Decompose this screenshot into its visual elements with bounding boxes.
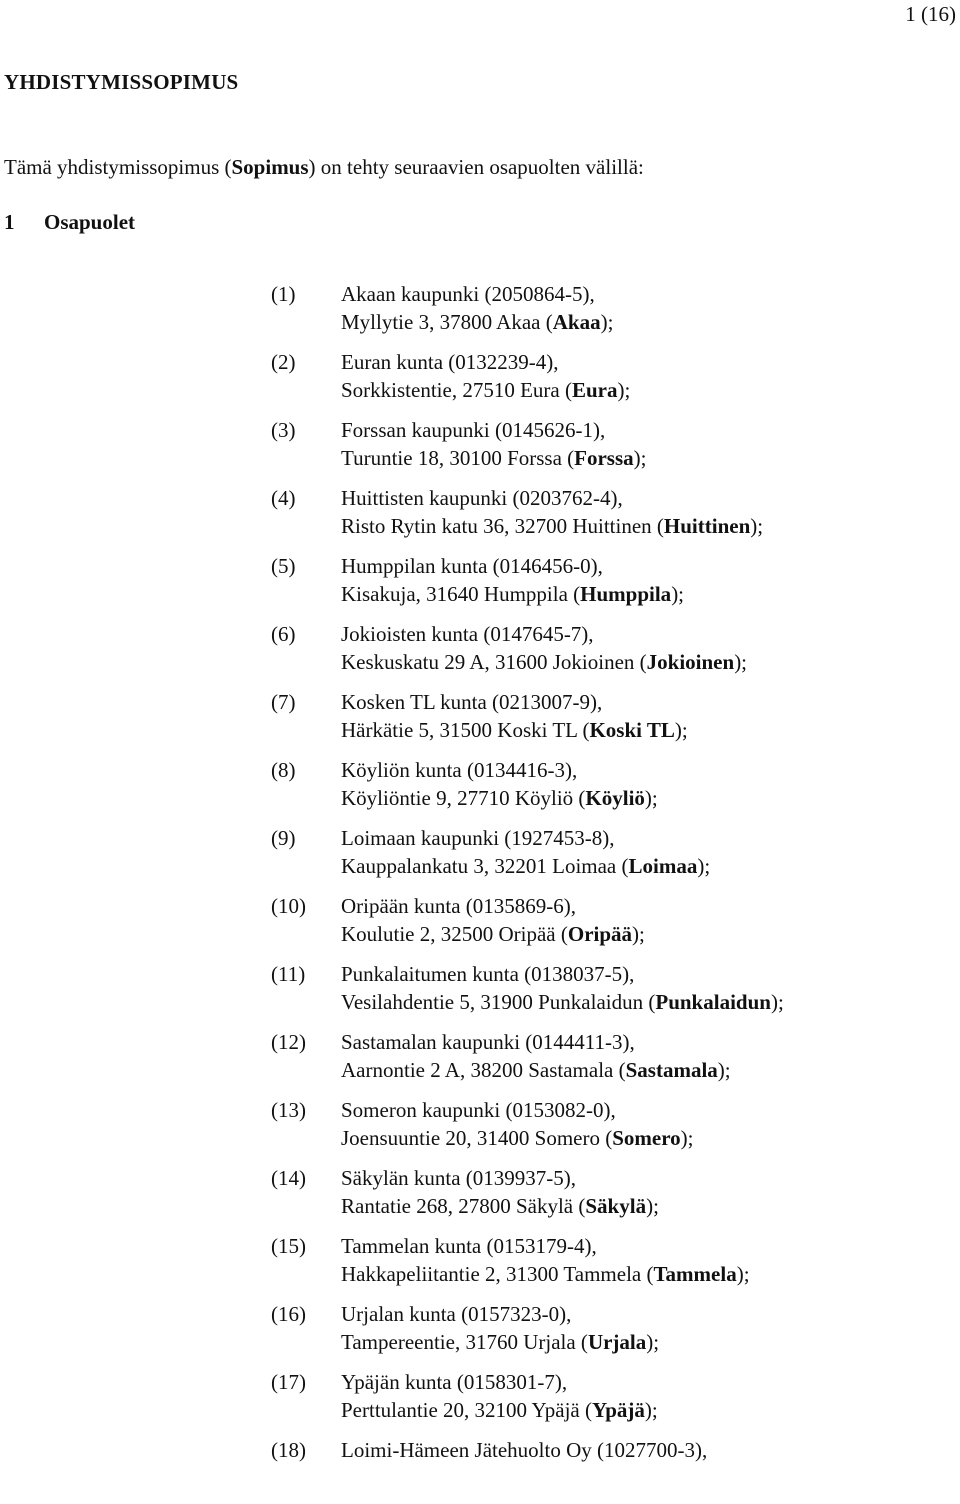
list-item (271, 1368, 951, 1436)
section-heading (4, 210, 135, 235)
party-name: Ypäjän kunta (0158301-7), (341, 1370, 568, 1394)
party-address (341, 1396, 658, 1425)
party-address-text: Keskuskatu 29 A, 31600 Jokioinen ( (341, 650, 647, 674)
party-address-tail: ); (697, 854, 711, 878)
party-name: Köyliön kunta (0134416-3), (341, 758, 578, 782)
list-item (271, 756, 951, 824)
party-name: Säkylän kunta (0139937-5), (341, 1166, 577, 1190)
page-number: 1 (16) (905, 2, 956, 26)
section-title: Osapuolet (44, 210, 136, 234)
list-item (271, 552, 951, 620)
party-address (341, 988, 784, 1017)
party-address-text: Kauppalankatu 3, 32201 Loimaa ( (341, 854, 629, 878)
party-index: (12) (271, 1030, 306, 1054)
party-address-text: Aarnontie 2 A, 38200 Sastamala ( (341, 1058, 626, 1082)
party-index: (6) (271, 622, 296, 646)
party-index: (16) (271, 1302, 306, 1326)
party-address (341, 580, 684, 609)
party-name: Loimaan kaupunki (1927453-8), (341, 826, 615, 850)
party-address (341, 716, 688, 745)
party-address-tail: ); (646, 1194, 659, 1218)
party-name: Oripään kunta (0135869-6), (341, 894, 577, 918)
party-index: (10) (271, 894, 306, 918)
party-address-tail: ); (617, 378, 631, 402)
party-address-tail: ); (646, 1330, 660, 1354)
party-address (341, 444, 646, 473)
party-short-name: Köyliö (585, 786, 645, 810)
party-address (341, 648, 747, 677)
intro-paragraph (4, 155, 644, 180)
party-index: (2) (271, 350, 296, 374)
party-address-tail: ); (736, 1262, 750, 1286)
party-index: (11) (271, 962, 306, 986)
intro-defined-term: Sopimus (231, 155, 309, 179)
party-address-tail: ); (633, 446, 647, 470)
party-address (341, 784, 658, 813)
party-address-tail: ); (632, 922, 645, 946)
party-address-text: Hakkapeliitantie 2, 31300 Tammela ( (341, 1262, 654, 1286)
list-item (271, 620, 951, 688)
party-short-name: Oripää (567, 922, 633, 946)
party-address-text: Kisakuja, 31640 Humppila ( (341, 582, 581, 606)
party-name: Sastamalan kaupunki (0144411-3), (341, 1030, 635, 1054)
intro-before: Tämä yhdistymissopimus ( (4, 155, 232, 179)
party-index: (9) (271, 826, 296, 850)
list-item (271, 824, 951, 892)
party-index: (4) (271, 486, 296, 510)
party-name: Jokioisten kunta (0147645-7), (341, 622, 594, 646)
party-short-name: Akaa (552, 310, 601, 334)
list-item (271, 688, 951, 756)
party-address-text: Köyliöntie 9, 27710 Köyliö ( (341, 786, 586, 810)
party-address-text: Rantatie 268, 27800 Säkylä ( (341, 1194, 586, 1218)
party-address-tail: ); (644, 1398, 658, 1422)
party-address (341, 1260, 750, 1289)
list-item (271, 1028, 951, 1096)
party-address-text: Myllytie 3, 37800 Akaa ( (341, 310, 553, 334)
party-short-name: Huittinen (663, 514, 751, 538)
party-short-name: Forssa (574, 446, 634, 470)
party-address-text: Risto Rytin katu 36, 32700 Huittinen ( (341, 514, 664, 538)
party-name: Someron kaupunki (0153082-0), (341, 1098, 616, 1122)
intro-after: ) on tehty seuraavien osapuolten välillä: (308, 155, 644, 179)
list-item (271, 416, 951, 484)
party-index: (15) (271, 1234, 306, 1258)
party-index: (3) (271, 418, 296, 442)
party-address (341, 1192, 659, 1221)
party-short-name: Urjala (587, 1330, 647, 1354)
party-address (341, 852, 710, 881)
party-short-name: Somero (612, 1126, 681, 1150)
section-number: 1 (4, 210, 15, 234)
party-list (271, 280, 951, 1504)
party-address-text: Joensuuntie 20, 31400 Somero ( (341, 1126, 613, 1150)
party-index: (1) (271, 282, 296, 306)
party-name: Euran kunta (0132239-4), (341, 350, 559, 374)
party-short-name: Ypäjä (592, 1398, 645, 1422)
party-short-name: Sastamala (625, 1058, 718, 1082)
party-address (341, 1056, 731, 1085)
list-item (271, 348, 951, 416)
list-item (271, 1300, 951, 1368)
party-name: Akaan kaupunki (2050864-5), (341, 282, 595, 306)
party-address-tail: ); (750, 514, 764, 538)
party-address (341, 920, 645, 949)
party-index: (8) (271, 758, 296, 782)
party-address-tail: ); (674, 718, 688, 742)
party-name: Urjalan kunta (0157323-0), (341, 1302, 572, 1326)
party-name: Huittisten kaupunki (0203762-4), (341, 486, 623, 510)
party-address (341, 308, 613, 337)
party-short-name: Humppila (580, 582, 672, 606)
party-short-name: Koski TL (589, 718, 675, 742)
party-address-tail: ); (717, 1058, 731, 1082)
party-short-name: Jokioinen (646, 650, 735, 674)
list-item (271, 892, 951, 960)
party-address (341, 1328, 659, 1357)
party-index: (17) (271, 1370, 306, 1394)
party-address-text: Koulutie 2, 32500 Oripää ( (341, 922, 568, 946)
party-index: (13) (271, 1098, 306, 1122)
party-short-name: Loimaa (628, 854, 698, 878)
list-item (271, 1436, 951, 1504)
party-name: Loimi-Hämeen Jätehuolto Oy (1027700-3), (341, 1438, 708, 1462)
party-index: (5) (271, 554, 296, 578)
party-address-text: Tampereentie, 31760 Urjala ( (341, 1330, 588, 1354)
party-address-text: Turuntie 18, 30100 Forssa ( (341, 446, 575, 470)
party-index: (14) (271, 1166, 306, 1190)
party-address-text: Sorkkistentie, 27510 Eura ( (341, 378, 572, 402)
party-address-tail: ); (680, 1126, 694, 1150)
party-name: Forssan kaupunki (0145626-1), (341, 418, 606, 442)
party-address-tail: ); (770, 990, 784, 1014)
list-item (271, 484, 951, 552)
party-index: (7) (271, 690, 296, 714)
party-address (341, 512, 763, 541)
list-item (271, 1096, 951, 1164)
party-address (341, 376, 630, 405)
party-address-text: Härkätie 5, 31500 Koski TL ( (341, 718, 590, 742)
party-address-text: Perttulantie 20, 32100 Ypäjä ( (341, 1398, 592, 1422)
party-index: (18) (271, 1438, 306, 1462)
party-short-name: Punkalaidun (655, 990, 771, 1014)
party-address-tail: ); (644, 786, 658, 810)
party-short-name: Eura (571, 378, 618, 402)
party-address (341, 1124, 694, 1153)
party-name: Punkalaitumen kunta (0138037-5), (341, 962, 635, 986)
party-name: Kosken TL kunta (0213007-9), (341, 690, 603, 714)
list-item (271, 280, 951, 348)
party-name: Tammelan kunta (0153179-4), (341, 1234, 597, 1258)
list-item (271, 1164, 951, 1232)
party-address-tail: ); (600, 310, 614, 334)
party-address-tail: ); (671, 582, 685, 606)
list-item (271, 960, 951, 1028)
party-name: Humppilan kunta (0146456-0), (341, 554, 603, 578)
party-address-text: Vesilahdentie 5, 31900 Punkalaidun ( (341, 990, 656, 1014)
party-short-name: Säkylä (585, 1194, 647, 1218)
list-item (271, 1232, 951, 1300)
document-title: YHDISTYMISSOPIMUS (4, 70, 239, 94)
party-short-name: Tammela (653, 1262, 737, 1286)
party-address-tail: ); (734, 650, 748, 674)
